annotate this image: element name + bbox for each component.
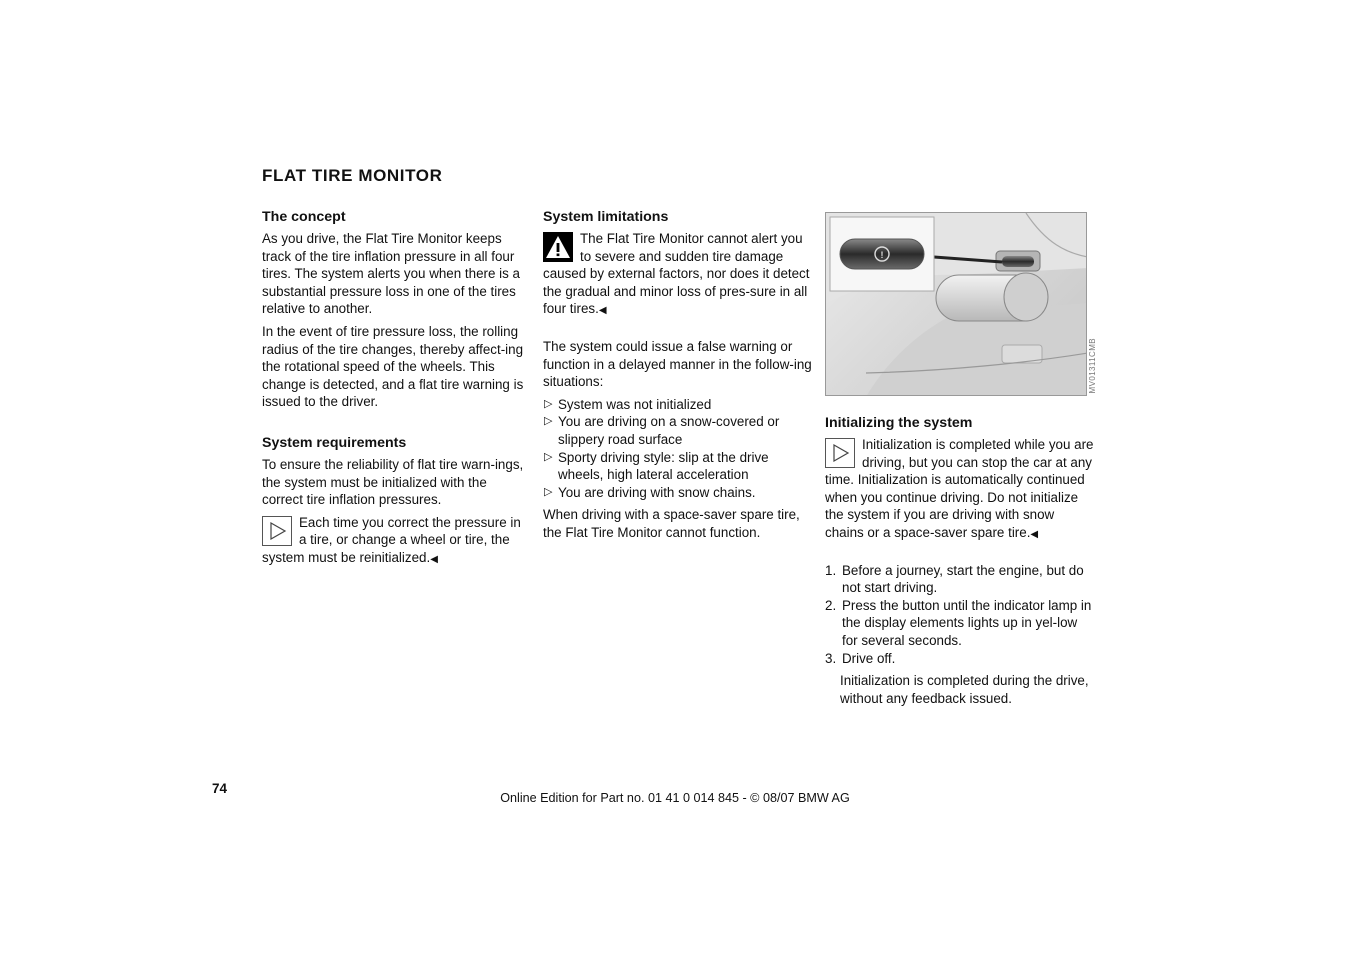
dashboard-illustration: [826, 213, 1087, 396]
limitations-bullet-list: [543, 396, 813, 502]
note-arrow-icon: [262, 516, 292, 546]
initializing-after-text: Initialization is completed during the drive, without any feedback issued.: [840, 673, 1089, 706]
section-title: FLAT TIRE MONITOR: [262, 166, 443, 185]
initializing-steps: [825, 562, 1095, 668]
limitations-heading: System limitations: [543, 209, 669, 225]
requirements-note: [262, 514, 530, 569]
svg-text:!: !: [880, 250, 884, 260]
list-item: 1. Before a journey, start the engine, but do not start driving.: [825, 562, 1084, 596]
end-mark-icon: ◀: [430, 553, 438, 565]
footer-edition-text: Online Edition for Part no. 01 41 0 014 845 - © 08/07 BMW AG: [500, 791, 850, 805]
bullet-triangle-icon: ▷: [544, 415, 553, 428]
list-item: 2. Press the button until the indicator lamp in the display elements lights up in yel-low for several seconds.: [825, 597, 1092, 648]
page-number: 74: [212, 781, 228, 796]
limitations-paragraph-2: When driving with a space-saver spare tire, the Flat Tire Monitor cannot function.: [543, 507, 800, 540]
requirements-note-text: Each time you correct the pressure in a tire, or change a wheel or tire, the system must be reinitialized.: [262, 514, 521, 565]
requirements-paragraph: To ensure the reliability of flat tire warn-ings, the system must be initialized with the correct tire inflation pressures.: [262, 456, 524, 508]
note-arrow-icon: [825, 438, 855, 468]
concept-paragraph-2: In the event of tire pressure loss, the rolling radius of the tire changes, thereby affect-ing the rotational speed of the wheels. This change is detected, and a flat tire warning is issued to the driver.: [262, 323, 524, 410]
list-item: ▷ Sporty driving style: slip at the drive wheels, high lateral acceleration: [544, 449, 769, 483]
initializing-heading: Initializing the system: [825, 415, 973, 431]
bullet-triangle-icon: ▷: [544, 485, 553, 498]
initializing-note: [825, 436, 1095, 544]
limitations-warning-text: The Flat Tire Monitor cannot alert you to severe and sudden tire damage caused by external factors, nor does it detect the gradual and minor loss of pres-sure in all four tires.: [543, 231, 810, 317]
requirements-heading: System requirements: [262, 434, 407, 451]
bullet-triangle-icon: ▷: [544, 397, 553, 410]
figure-code: MV01311CMB: [1088, 338, 1097, 394]
concept-heading: The concept: [262, 209, 346, 225]
list-item: ▷ You are driving with snow chains.: [544, 484, 756, 500]
list-item: 3. Drive off.: [825, 650, 896, 666]
initializing-note-text: Initialization is completed while you are driving, but you can stop the car at any time. Initialization is automatically continued when you continue driving. Do not initialize the system if you are driving with snow chains or a space-saver spare tire.: [825, 437, 1094, 540]
list-item: ▷ You are driving on a snow-covered or slippery road surface: [544, 414, 780, 447]
limitations-warning: [543, 230, 813, 320]
column-right: [825, 212, 1095, 712]
limitations-paragraph-1: The system could issue a false warning or function in a delayed manner in the follow-ing situations:: [543, 338, 812, 390]
concept-paragraph-1: As you drive, the Flat Tire Monitor keeps track of the tire inflation pressure in all four tires. The system alerts you when there is a substantial pressure loss in one of the tires relative to another.: [262, 231, 521, 317]
bullet-triangle-icon: ▷: [544, 450, 553, 463]
warning-triangle-icon: [543, 232, 573, 262]
column-middle: [543, 208, 813, 547]
column-left: [262, 208, 530, 569]
list-item: ▷ System was not initialized: [544, 396, 712, 412]
end-mark-icon: ◀: [598, 305, 607, 317]
flat-tire-button-illustration: [825, 212, 1087, 396]
end-mark-icon: ◀: [1030, 528, 1039, 540]
